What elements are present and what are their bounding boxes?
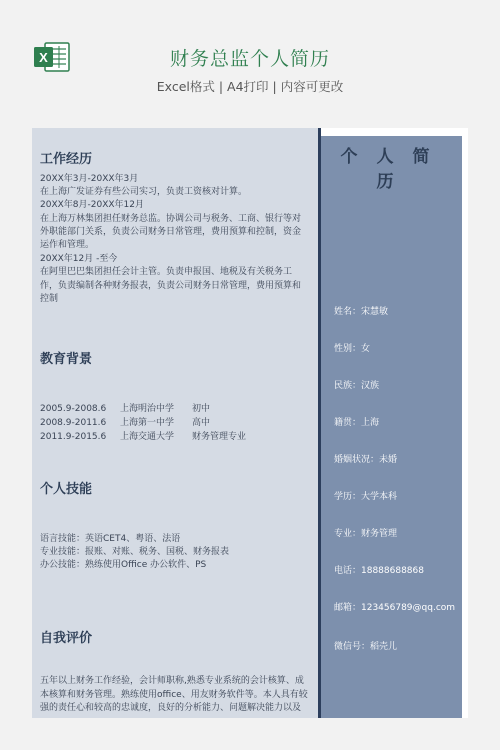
education-row xyxy=(40,415,210,428)
page-subtitle: Excel格式 | A4打印 | 内容可更改 xyxy=(156,79,344,94)
education-major: 财务管理专业 xyxy=(192,432,247,442)
education-period: 2008.9-2011.6 xyxy=(40,418,107,428)
education-row xyxy=(40,429,246,442)
self-eval-heading: 自我评价 xyxy=(40,631,93,646)
education-period: 2011.9-2015.6 xyxy=(40,432,107,442)
self-eval-line: 五年以上财务工作经验，会计师职称,熟悉专业系统的会计核算、成 xyxy=(40,676,304,686)
education-school: 上海交通大学 xyxy=(120,432,175,442)
education-heading: 教育背景 xyxy=(40,352,93,367)
info-major: 专业：财务管理 xyxy=(334,529,398,539)
info-wechat: 微信号：稻壳儿 xyxy=(334,642,398,652)
info-education: 学历：大学本科 xyxy=(334,492,398,502)
info-name: 姓名：宋慧敏 xyxy=(334,307,389,317)
education-school: 上海明治中学 xyxy=(120,404,175,414)
personal-info-panel xyxy=(321,136,462,718)
education-row xyxy=(40,401,210,414)
work-line: 20XX年12月 -至今 xyxy=(40,254,118,264)
info-hometown: 籍贯：上海 xyxy=(334,418,380,428)
work-line: 外职能部门关系，负责公司财务日常管理，费用预算和控制，资金 xyxy=(40,227,302,237)
info-phone: 电话：18888688868 xyxy=(334,566,424,576)
resume-sheet xyxy=(32,128,468,718)
resume-main-column xyxy=(32,128,318,718)
education-period: 2005.9-2008.6 xyxy=(40,404,107,414)
info-email: 邮箱：123456789@qq.com xyxy=(334,603,456,613)
education-major: 初中 xyxy=(192,404,211,414)
work-line: 20XX年3月-20XX年3月 xyxy=(40,174,139,184)
info-marital-status: 婚姻状况：未婚 xyxy=(334,455,398,465)
info-gender: 性别：女 xyxy=(334,344,371,354)
education-school: 上海第一中学 xyxy=(120,418,175,428)
work-line: 在阿里巴巴集团担任会计主管。负责申报国、地税及有关税务工 xyxy=(40,267,293,277)
resume-title: 个人简历 xyxy=(340,147,449,192)
page-header xyxy=(0,0,500,125)
skill-line: 语言技能：英语CET4、粤语、法语 xyxy=(40,534,181,544)
work-line: 控制 xyxy=(40,294,59,304)
page-title: 财务总监个人简历 xyxy=(169,48,330,70)
info-ethnicity: 民族：汉族 xyxy=(334,381,380,391)
work-line: 作，负责编制各种财务报表，负责公司财务日常管理，费用预算和 xyxy=(40,281,302,291)
work-line: 在上海广发证券有些公司实习，负责工资核对计算。 xyxy=(40,187,248,197)
skill-line: 办公技能：熟练使用Office 办公软件、PS xyxy=(40,560,207,570)
skills-heading: 个人技能 xyxy=(40,482,93,497)
work-line: 20XX年8月-20XX年12月 xyxy=(40,200,144,210)
self-eval-line: 强的责任心和较高的忠诚度，良好的分析能力、问题解决能力以及 xyxy=(40,703,302,713)
work-heading: 工作经历 xyxy=(40,152,93,167)
svg-text:X: X xyxy=(39,50,48,65)
work-line: 在上海万林集团担任财务总监。协调公司与税务、工商、银行等对 xyxy=(40,214,302,224)
skill-line: 专业技能：报账、对账、税务、国税、财务报表 xyxy=(40,547,230,557)
self-eval-line: 本核算和财务管理。熟练使用office、用友财务软件等。本人具有较 xyxy=(40,690,308,700)
work-line: 运作和管理。 xyxy=(40,240,95,250)
education-major: 高中 xyxy=(192,418,211,428)
